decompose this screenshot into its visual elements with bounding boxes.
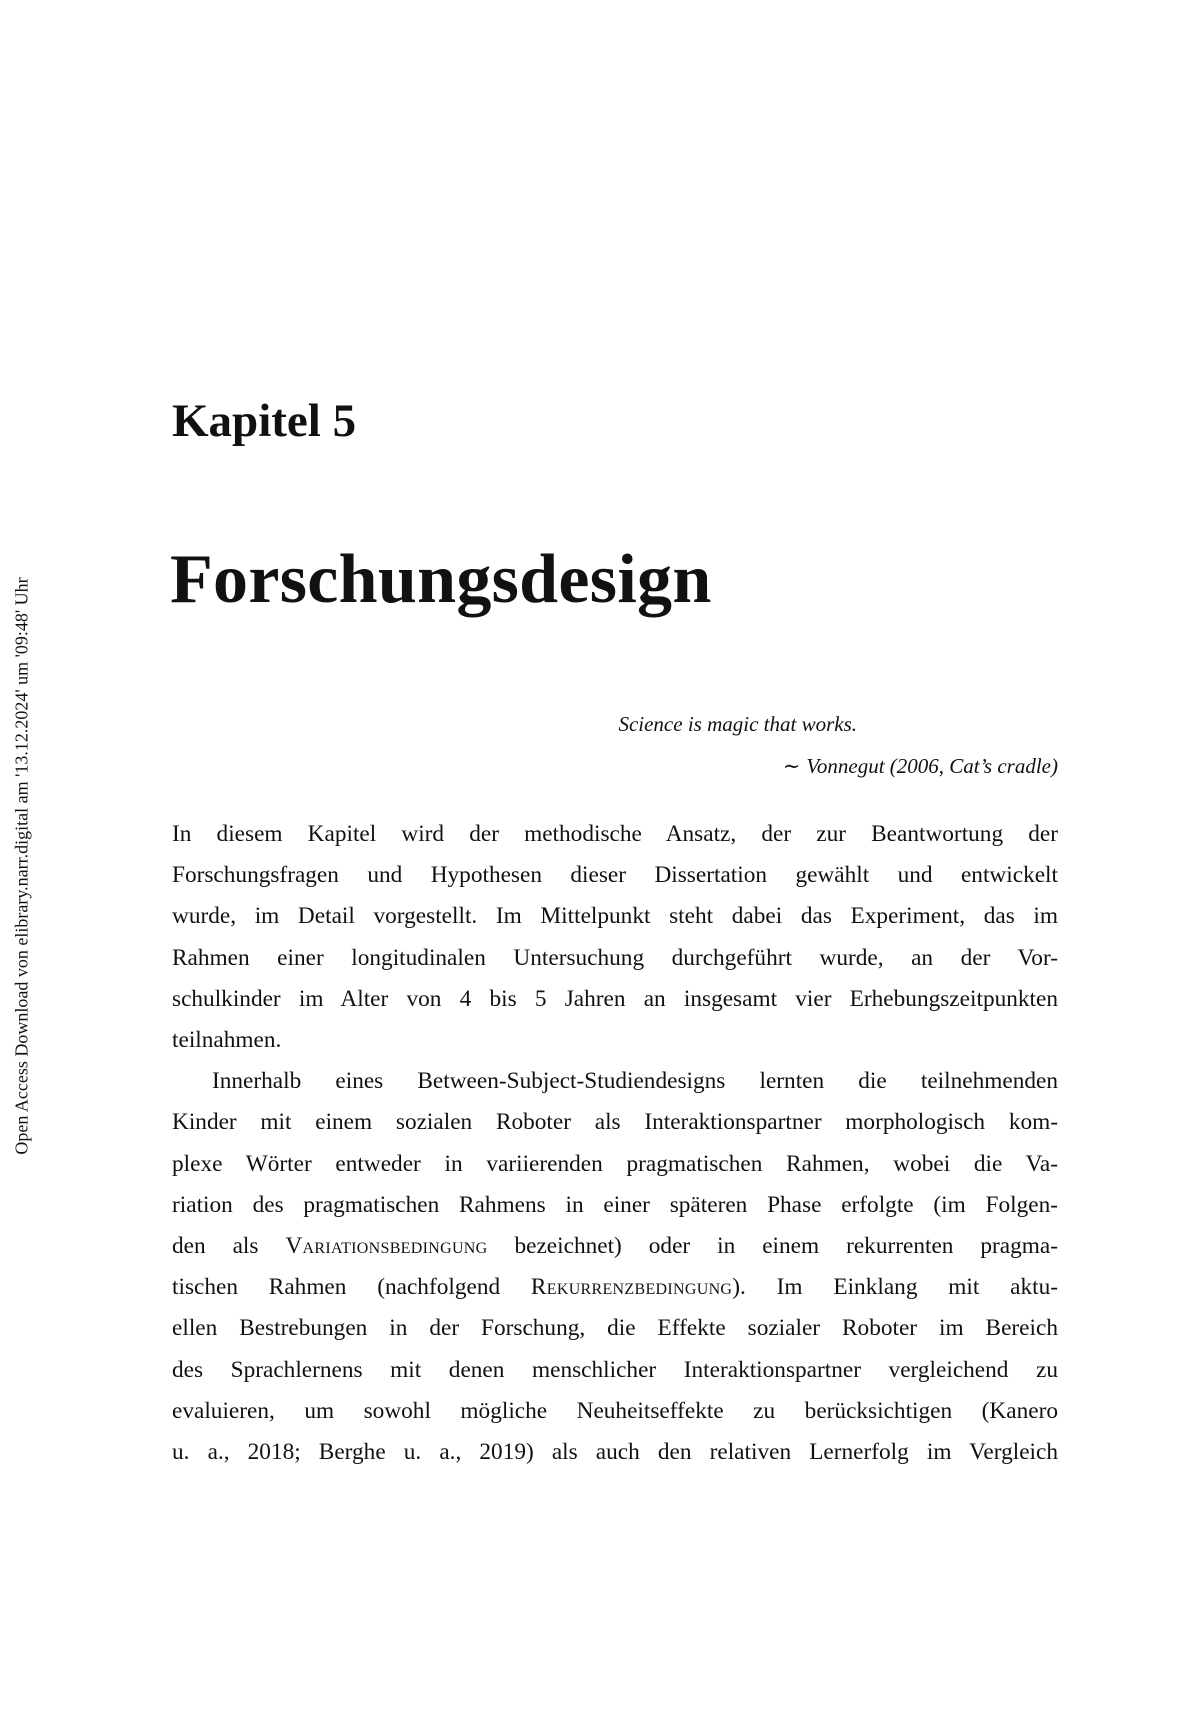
text-line: Innerhalb eines Between-Subject-Studiendesigns lernten die teilnehmenden — [212, 1068, 1058, 1095]
text-line: teilnahmen. — [172, 1027, 282, 1054]
text-line: des Sprachlernens mit denen menschlicher Interaktionspartner vergleichend zu — [172, 1356, 1058, 1383]
text-line: riation des pragmatischen Rahmens in einer späteren Phase erfolgte (im Folgen- — [172, 1191, 1058, 1218]
text-line: ellen Bestrebungen in der Forschung, die Effekte sozialer Roboter im Bereich — [172, 1315, 1058, 1342]
text-fragment: den als — [172, 1233, 286, 1260]
body-text — [172, 814, 1058, 1473]
epigraph — [458, 703, 1058, 787]
text-line: wurde, im Detail vorgestellt. Im Mittelpunkt steht dabei das Experiment, das im — [172, 903, 1058, 930]
text-line — [172, 1226, 1058, 1267]
condition-term-recurrence: Rekurrenzbedingung — [530, 1274, 733, 1301]
text-line: schulkinder im Alter von 4 bis 5 Jahren an insgesamt vier Erhebungszeitpunkten — [172, 985, 1058, 1012]
paragraph-1 — [172, 814, 1058, 1061]
text-fragment: tischen Rahmen (nachfolgend — [172, 1274, 531, 1301]
epigraph-quote: Science is magic that works. — [618, 712, 857, 736]
text-line: plexe Wörter entweder in variierenden pragmatischen Rahmen, wobei die Va- — [172, 1150, 1058, 1177]
text-fragment: ). Im Einklang mit aktu- — [732, 1274, 1058, 1301]
text-line: u. a., 2018; Berghe u. a., 2019) als auch den relativen Lernerfolg im Vergleich — [172, 1439, 1058, 1466]
text-line: Kinder mit einem sozialen Roboter als Interaktionspartner morphologisch kom- — [172, 1109, 1058, 1136]
download-watermark: Open Access Download von elibrary.narr.digital am '13.12.2024' um '09:48' Uhr — [11, 577, 32, 1155]
tilde-symbol: ∼ — [782, 754, 801, 778]
epigraph-attribution — [458, 745, 1058, 787]
text-line: evaluieren, um sowohl mögliche Neuheitseffekte zu berücksichtigen (Kanero — [172, 1397, 1058, 1424]
text-line: Rahmen einer longitudinalen Untersuchung durchgeführt wurde, an der Vor- — [172, 944, 1058, 971]
condition-term-variation: Variationsbedingung — [285, 1233, 488, 1260]
chapter-label: Kapitel 5 — [172, 395, 357, 447]
text-line: Forschungsfragen und Hypothesen dieser Dissertation gewählt und entwickelt — [172, 862, 1058, 889]
paragraph-2 — [172, 1061, 1058, 1473]
text-line: In diesem Kapitel wird der methodische Ansatz, der zur Beantwortung der — [172, 821, 1058, 847]
epigraph-attribution-text: Vonnegut (2006, Cat’s cradle) — [806, 754, 1058, 778]
chapter-title: Forschungsdesign — [170, 541, 712, 618]
text-line — [172, 1267, 1058, 1308]
text-fragment: bezeichnet) oder in einem rekurrenten pragma- — [487, 1233, 1058, 1260]
